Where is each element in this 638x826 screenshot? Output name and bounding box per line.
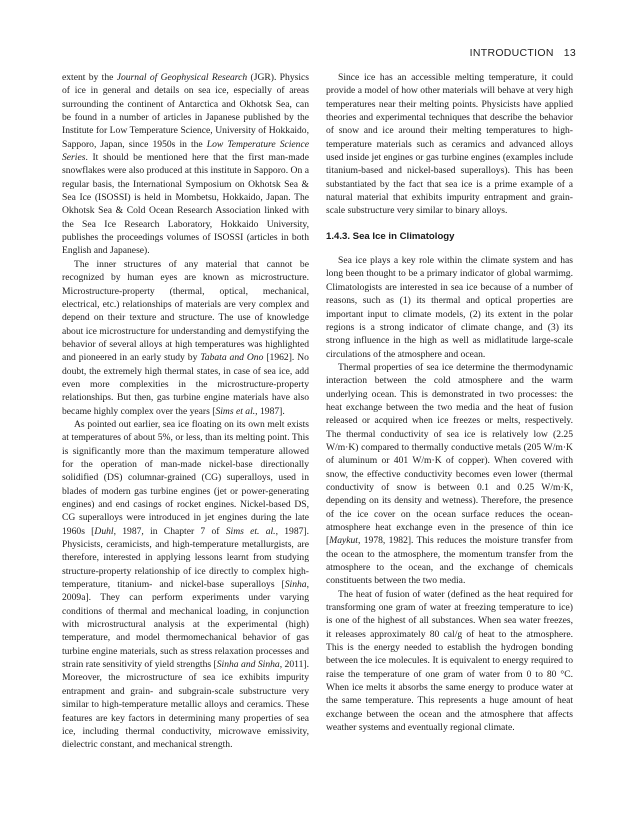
running-header [470, 47, 576, 59]
running-header-section: INTRODUCTION [469, 47, 554, 59]
paragraph: Thermal properties of sea ice determine the thermodynamic interaction between the cold atmosphere and the warm underlying ocean. This is demonstrated in two processes: the heat exchange between the two media and the heat of fusion released or acquired when ice freezes or melts, respectively. The thermal conductivity of sea ice is relatively low (2.25 W/m·K) compared to thermally conductive metals (205 W/m·K of aluminum or 401 W/m·K of copper). When covered with snow, the effective conductivity becomes even lower (thermal conductivity of snow is between 0.1 and 0.25 W/m·K, depending on its density and wetness). Therefore, the presence of the ice cover on the ocean surface reduces the ocean-atmosphere heat exchange even in the presence of thin ice [Maykut, 1978, 1982]. This reduces the moisture transfer from the ocean to the atmosphere, the momentum transfer from the atmosphere to the ocean, and the exchange of chemicals constituents between the two media. [326, 361, 573, 587]
paragraph: The heat of fusion of water (defined as the heat required for transforming one gram of water at freezing temperature to ice) is one of the highest of all substances. When sea water freezes, it releases approximately 80 cal/g of heat to the atmosphere. This is the energy needed to establish the hydrogen bonding between the ice molecules. It is equivalent to energy required to raise the temperature of one gram of water from 0 to 80 °C. When ice melts it absorbs the same energy to produce water at the same temperature. This represents a huge amount of heat exchange between the ocean and the atmosphere that affects weather systems and eventually regional climate. [326, 588, 573, 734]
section-heading: 1.4.3. Sea Ice in Climatology [326, 230, 455, 242]
left-column [62, 71, 309, 752]
page-number: 13 [563, 47, 576, 59]
paragraph: extent by the Journal of Geophysical Research (JGR). Physics of ice in general and details on sea ice, especially of areas surrounding the continent of Antarctica and Okhotsk Sea, can be found in a number of articles in Japanese published by the Institute for Low Temperature Science, University of Hokkaido, Sapporo, Japan, since 1950s in the Low Temperature Science Series. It should be mentioned here that the first man-made snowflakes were also produced at this institute in Sapporo. On a regular basis, the International Symposium on Okhotsk Sea & Sea Ice (ISOSSI) is held in Mombetsu, Hokkaido, Japan. The Okhotsk Sea & Cold Ocean Research Association linked with the Sea Ice Research Laboratory, Hokkaido University, publishes the proceedings volumes of ISOSSI (articles in both English and Japanese). [62, 72, 310, 257]
paragraph: Sea ice plays a key role within the climate system and has long been thought to be a primary indicator of global warmimg. Climatologists are interested in sea ice because of a number of reasons, such as (1) its thermal and optical properties are important input to climate models, (2) its extent in the polar regions is a strong indicator of climate change, and (3) its strong influence in the high as well as midlatitude large-scale circulations of the atmosphere and ocean. [326, 255, 573, 360]
right-column [326, 71, 573, 735]
paragraph: Since ice has an accessible melting temperature, it could provide a model of how other materials will behave at very high temperatures near their melting points. Physicists have applied theories and experimental techniques that describe the behavior of snow and ice around their melting temperatures to high-temperature materials such as ceramics and advanced alloys used inside jet engines or gas turbine engines (examples include titanium-based and nickel-based superalloys). This has been substantiated by the fact that sea ice is a prime example of a natural material that exhibits impurity entrapment and grain-scale substructure very similar to binary alloys. [326, 72, 573, 217]
paragraph: The inner structures of any material that cannot be recognized by human eyes are known as microstructure. Microstructure-property (thermal, optical, mechanical, electrical, etc.) relationships of materials are very complex and depend on their texture and structure. The use of knowledge about ice microstructure for understanding and demystifying the behavior of several alloys at high temperatures was highlighted and pioneered in an early study by Tabata and Ono [1962]. No doubt, the extremely high thermal states, in case of sea ice, add even more complexities in the microstructure-property relationships. But then, gas turbine engine materials have also became highly complex over the years [Sims et al., 1987]. [62, 258, 309, 417]
paragraph: As pointed out earlier, sea ice floating on its own melt exists at temperatures of about 5%, or less, than its melting point. This is significantly more than the maximum temperature allowed for the operation of man-made nickel-base directionally solidified (DS) columnar-grained (CG) superalloys, used in blades of modern gas turbine engines (jet or power-generating engines) and end casings of rocket engines. Nickel-based DS, CG superalloys were introduced in jet engines during the late 1960s [Duhl, 1987, in Chapter 7 of Sims et. al., 1987]. Physicists, ceramicists, and high-temperature metallurgists, are therefore, interested in applying lessons learnt from studying structure-property relationship of ice directly to complex high-temperature, titanium- and nickel-base superalloys [Sinha, 2009a]. They can perform experiments under varying conditions of thermal and mechanical loading, in conjunction with microstructural analysis at the experimental (high) temperature, and model thermomechanical behavior of gas turbine engine materials, such as stress relaxation processes and strain rate sensitivity of yield strengths [Sinha and Sinha, 2011]. Moreover, the microstructure of sea ice exhibits impurity entrapment and grain- and subgrain-scale substructure very similar to high-temperature metallic alloys and ceramics. These features are key factors in determining many properties of sea ice, including thermal conductivity, microwave emissivity, dielectric constant, and mechanical strength. [62, 418, 310, 751]
